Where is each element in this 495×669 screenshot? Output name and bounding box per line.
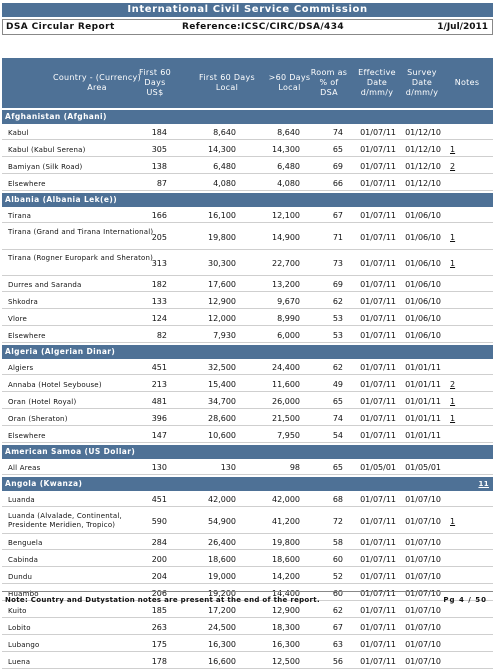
header-effective-date: Effective Date d/mm/y: [358, 68, 396, 97]
table-header: [2, 58, 493, 108]
duty-station: Bamiyan (Silk Road): [8, 163, 83, 171]
duty-station: Benguela: [8, 539, 43, 547]
table-row: [2, 395, 493, 409]
survey-date-cell: 01/07/10: [405, 640, 441, 649]
country-group-row: [2, 345, 493, 359]
room-pct-cell: 69: [332, 280, 343, 289]
over60-local-cell: 14,300: [272, 145, 300, 154]
room-pct-cell: 49: [332, 380, 343, 389]
duty-station: Tirana (Rogner Europark and Sheraton): [8, 254, 154, 262]
duty-station: Lubango: [8, 641, 40, 649]
effective-date-cell: 01/07/11: [360, 259, 396, 268]
first60-usd-cell: 313: [151, 259, 167, 268]
room-pct-cell: 65: [332, 463, 343, 472]
report-date: 1/Jul/2011: [437, 22, 488, 32]
duty-station: Dundu: [8, 573, 33, 581]
country-group-row: [2, 477, 493, 491]
first60-usd-cell: 284: [151, 538, 167, 547]
over60-local-cell: 41,200: [272, 517, 300, 526]
duty-station: Elsewhere: [8, 432, 46, 440]
duty-station: Durres and Saranda: [8, 281, 82, 289]
header-country: Country - (Currency) Area: [52, 73, 142, 92]
effective-date-cell: 01/07/11: [360, 623, 396, 632]
table-row: [2, 226, 493, 250]
effective-date-cell: 01/07/11: [360, 179, 396, 188]
first60-local-cell: 10,600: [208, 431, 236, 440]
first60-local-cell: 17,600: [208, 280, 236, 289]
first60-usd-cell: 166: [151, 211, 167, 220]
survey-date-cell: 01/06/10: [405, 331, 441, 340]
survey-date-cell: 01/06/10: [405, 314, 441, 323]
effective-date-cell: 01/07/11: [360, 589, 396, 598]
survey-date-cell: 01/06/10: [405, 211, 441, 220]
table-row: [2, 295, 493, 309]
first60-local-cell: 16,600: [208, 657, 236, 666]
over60-local-cell: 12,900: [272, 606, 300, 615]
over60-local-cell: 18,600: [272, 555, 300, 564]
first60-usd-cell: 200: [151, 555, 167, 564]
footer-note: Note: Country and Dutystation notes are present at the end of the report.: [5, 596, 320, 604]
country-group-row: [2, 445, 493, 459]
first60-local-cell: 12,000: [208, 314, 236, 323]
first60-local-cell: 14,300: [208, 145, 236, 154]
effective-date-cell: 01/07/11: [360, 314, 396, 323]
table-row: [2, 177, 493, 191]
room-pct-cell: 52: [332, 572, 343, 581]
first60-usd-cell: 206: [151, 589, 167, 598]
effective-date-cell: 01/07/11: [360, 640, 396, 649]
over60-local-cell: 12,500: [272, 657, 300, 666]
room-pct-cell: 65: [332, 145, 343, 154]
first60-local-cell: 19,800: [208, 233, 236, 242]
country-group-row: [2, 110, 493, 124]
survey-date-cell: 01/12/10: [405, 179, 441, 188]
table-row: [2, 312, 493, 326]
survey-date-cell: 01/01/11: [405, 380, 441, 389]
duty-station: Elsewhere: [8, 332, 46, 340]
effective-date-cell: 01/07/11: [360, 495, 396, 504]
table-row: [2, 429, 493, 443]
duty-station: Oran (Sheraton): [8, 415, 68, 423]
table-row: [2, 143, 493, 157]
first60-usd-cell: 147: [151, 431, 167, 440]
room-pct-cell: 56: [332, 657, 343, 666]
effective-date-cell: 01/07/11: [360, 280, 396, 289]
duty-station: Annaba (Hotel Seybouse): [8, 381, 102, 389]
table-row: [2, 638, 493, 652]
room-pct-cell: 60: [332, 555, 343, 564]
over60-local-cell: 8,990: [277, 314, 300, 323]
effective-date-cell: 01/07/11: [360, 555, 396, 564]
first60-usd-cell: 133: [151, 297, 167, 306]
room-pct-cell: 66: [332, 179, 343, 188]
room-pct-cell: 53: [332, 314, 343, 323]
duty-station: Kuito: [8, 607, 27, 615]
first60-local-cell: 6,480: [213, 162, 236, 171]
first60-usd-cell: 184: [151, 128, 167, 137]
room-pct-cell: 62: [332, 606, 343, 615]
first60-usd-cell: 481: [151, 397, 167, 406]
survey-date-cell: 01/01/11: [405, 363, 441, 372]
table-row: [2, 252, 493, 276]
report-info-bar: [2, 19, 493, 35]
table-row: [2, 361, 493, 375]
report-reference: Reference:ICSC/CIRC/DSA/434: [181, 22, 345, 32]
table-row: [2, 160, 493, 174]
first60-usd-cell: 182: [151, 280, 167, 289]
effective-date-cell: 01/07/11: [360, 431, 396, 440]
country-note-link[interactable]: 11: [478, 480, 489, 488]
room-pct-cell: 72: [332, 517, 343, 526]
effective-date-cell: 01/07/11: [360, 606, 396, 615]
table-row: [2, 209, 493, 223]
survey-date-cell: 01/07/10: [405, 623, 441, 632]
survey-date-cell: 01/05/01: [405, 463, 441, 472]
over60-local-cell: 9,670: [277, 297, 300, 306]
first60-local-cell: 42,000: [208, 495, 236, 504]
table-row: [2, 126, 493, 140]
over60-local-cell: 19,800: [272, 538, 300, 547]
header-over60-local: >60 Days Local: [268, 73, 311, 92]
over60-local-cell: 16,300: [272, 640, 300, 649]
table-row: [2, 461, 493, 475]
survey-date-cell: 01/07/10: [405, 572, 441, 581]
survey-date-cell: 01/07/10: [405, 657, 441, 666]
effective-date-cell: 01/07/11: [360, 380, 396, 389]
first60-local-cell: 19,000: [208, 572, 236, 581]
first60-local-cell: 32,500: [208, 363, 236, 372]
effective-date-cell: 01/07/11: [360, 538, 396, 547]
first60-local-cell: 17,200: [208, 606, 236, 615]
survey-date-cell: 01/01/11: [405, 397, 441, 406]
room-pct-cell: 67: [332, 211, 343, 220]
first60-local-cell: 16,300: [208, 640, 236, 649]
duty-station: Shkodra: [8, 298, 38, 306]
survey-date-cell: 01/07/10: [405, 589, 441, 598]
first60-local-cell: 130: [220, 463, 236, 472]
header-survey-date: Survey Date d/mm/y: [405, 68, 439, 97]
first60-usd-cell: 138: [151, 162, 167, 171]
effective-date-cell: 01/07/11: [360, 397, 396, 406]
header-first60-usd: First 60 Days US$: [139, 68, 171, 97]
table-row: [2, 412, 493, 426]
duty-station: Elsewhere: [8, 180, 46, 188]
country-name: American Samoa (US Dollar): [5, 447, 136, 456]
over60-local-cell: 12,100: [272, 211, 300, 220]
note-link[interactable]: 2: [450, 380, 456, 389]
duty-station: Algiers: [8, 364, 34, 372]
first60-usd-cell: 213: [151, 380, 167, 389]
survey-date-cell: 01/07/10: [405, 555, 441, 564]
first60-usd-cell: 130: [151, 463, 167, 472]
over60-local-cell: 6,480: [277, 162, 300, 171]
first60-local-cell: 12,900: [208, 297, 236, 306]
room-pct-cell: 73: [332, 259, 343, 268]
first60-usd-cell: 87: [156, 179, 167, 188]
duty-station: Huambo: [8, 590, 39, 598]
over60-local-cell: 14,200: [272, 572, 300, 581]
survey-date-cell: 01/06/10: [405, 233, 441, 242]
first60-usd-cell: 82: [156, 331, 167, 340]
survey-date-cell: 01/06/10: [405, 259, 441, 268]
survey-date-cell: 01/07/10: [405, 606, 441, 615]
over60-local-cell: 13,200: [272, 280, 300, 289]
effective-date-cell: 01/07/11: [360, 145, 396, 154]
over60-local-cell: 21,500: [272, 414, 300, 423]
over60-local-cell: 22,700: [272, 259, 300, 268]
first60-local-cell: 16,100: [208, 211, 236, 220]
over60-local-cell: 98: [289, 463, 300, 472]
duty-station: Oran (Hotel Royal): [8, 398, 77, 406]
survey-date-cell: 01/12/10: [405, 128, 441, 137]
effective-date-cell: 01/07/11: [360, 211, 396, 220]
survey-date-cell: 01/06/10: [405, 297, 441, 306]
table-row: [2, 570, 493, 584]
table-row: [2, 536, 493, 550]
over60-local-cell: 4,080: [277, 179, 300, 188]
first60-local-cell: 8,640: [213, 128, 236, 137]
room-pct-cell: 68: [332, 495, 343, 504]
first60-local-cell: 18,600: [208, 555, 236, 564]
header-room-pct: Room as % of DSA: [310, 68, 348, 97]
table-row: [2, 378, 493, 392]
first60-usd-cell: 185: [151, 606, 167, 615]
note-link[interactable]: 2: [450, 162, 456, 171]
header-notes: Notes: [454, 78, 480, 87]
first60-usd-cell: 451: [151, 495, 167, 504]
duty-station: Luanda: [8, 496, 35, 504]
room-pct-cell: 71: [332, 233, 343, 242]
first60-local-cell: 34,700: [208, 397, 236, 406]
duty-station: Kabul (Kabul Serena): [8, 146, 86, 154]
table-row: [2, 493, 493, 507]
over60-local-cell: 14,900: [272, 233, 300, 242]
note-link[interactable]: 1: [450, 259, 456, 268]
effective-date-cell: 01/07/11: [360, 414, 396, 423]
duty-station: Tirana: [8, 212, 32, 220]
first60-usd-cell: 451: [151, 363, 167, 372]
room-pct-cell: 58: [332, 538, 343, 547]
over60-local-cell: 7,950: [277, 431, 300, 440]
note-link[interactable]: 1: [450, 397, 456, 406]
room-pct-cell: 63: [332, 640, 343, 649]
duty-station: Luanda (Alvalade, Continental, Presidente Meridien, Tropico): [8, 512, 122, 529]
duty-station: All Areas: [8, 464, 41, 472]
survey-date-cell: 01/07/10: [405, 495, 441, 504]
over60-local-cell: 24,400: [272, 363, 300, 372]
survey-date-cell: 01/01/11: [405, 431, 441, 440]
over60-local-cell: 6,000: [277, 331, 300, 340]
page-footer: [2, 591, 493, 607]
survey-date-cell: 01/07/10: [405, 538, 441, 547]
country-group-row: [2, 193, 493, 207]
first60-usd-cell: 175: [151, 640, 167, 649]
room-pct-cell: 54: [332, 431, 343, 440]
note-link[interactable]: 1: [450, 145, 456, 154]
first60-local-cell: 28,600: [208, 414, 236, 423]
first60-usd-cell: 178: [151, 657, 167, 666]
duty-station: Vlore: [8, 315, 28, 323]
country-name: Afghanistan (Afghani): [5, 112, 107, 121]
room-pct-cell: 53: [332, 331, 343, 340]
country-name: Algeria (Algerian Dinar): [5, 347, 116, 356]
first60-local-cell: 30,300: [208, 259, 236, 268]
survey-date-cell: 01/12/10: [405, 145, 441, 154]
room-pct-cell: 62: [332, 363, 343, 372]
first60-usd-cell: 204: [151, 572, 167, 581]
room-pct-cell: 62: [332, 297, 343, 306]
report-title: International Civil Service Commission: [2, 3, 493, 17]
room-pct-cell: 74: [332, 128, 343, 137]
duty-station: Tirana (Grand and Tirana International): [8, 228, 154, 236]
report-name: DSA Circular Report: [6, 22, 115, 32]
duty-station: Cabinda: [8, 556, 39, 564]
header-first60-local: First 60 Days Local: [199, 73, 255, 92]
first60-usd-cell: 305: [151, 145, 167, 154]
duty-station: Kabul: [8, 129, 29, 137]
effective-date-cell: 01/07/11: [360, 233, 396, 242]
room-pct-cell: 67: [332, 623, 343, 632]
page-number: Pg 4 / 50: [443, 596, 487, 604]
survey-date-cell: 01/12/10: [405, 162, 441, 171]
first60-usd-cell: 263: [151, 623, 167, 632]
duty-station: Luena: [8, 658, 31, 666]
survey-date-cell: 01/06/10: [405, 280, 441, 289]
note-link[interactable]: 1: [450, 414, 456, 423]
over60-local-cell: 8,640: [277, 128, 300, 137]
table-row: [2, 278, 493, 292]
over60-local-cell: 14,400: [272, 589, 300, 598]
first60-usd-cell: 396: [151, 414, 167, 423]
effective-date-cell: 01/07/11: [360, 517, 396, 526]
room-pct-cell: 65: [332, 397, 343, 406]
duty-station: Lobito: [8, 624, 31, 632]
note-link[interactable]: 1: [450, 233, 456, 242]
room-pct-cell: 69: [332, 162, 343, 171]
first60-local-cell: 7,930: [213, 331, 236, 340]
first60-local-cell: 26,400: [208, 538, 236, 547]
effective-date-cell: 01/07/11: [360, 331, 396, 340]
over60-local-cell: 26,000: [272, 397, 300, 406]
over60-local-cell: 11,600: [272, 380, 300, 389]
table-row: [2, 621, 493, 635]
country-name: Angola (Kwanza): [5, 479, 83, 488]
effective-date-cell: 01/07/11: [360, 128, 396, 137]
effective-date-cell: 01/07/11: [360, 363, 396, 372]
first60-local-cell: 15,400: [208, 380, 236, 389]
note-link[interactable]: 1: [450, 517, 456, 526]
first60-local-cell: 4,080: [213, 179, 236, 188]
effective-date-cell: 01/07/11: [360, 657, 396, 666]
over60-local-cell: 42,000: [272, 495, 300, 504]
table-row: [2, 553, 493, 567]
room-pct-cell: 74: [332, 414, 343, 423]
effective-date-cell: 01/07/11: [360, 162, 396, 171]
first60-usd-cell: 124: [151, 314, 167, 323]
effective-date-cell: 01/07/11: [360, 297, 396, 306]
first60-usd-cell: 205: [151, 233, 167, 242]
survey-date-cell: 01/01/11: [405, 414, 441, 423]
table-row: [2, 510, 493, 534]
effective-date-cell: 01/05/01: [360, 463, 396, 472]
first60-local-cell: 19,200: [208, 589, 236, 598]
first60-usd-cell: 590: [151, 517, 167, 526]
survey-date-cell: 01/07/10: [405, 517, 441, 526]
first60-local-cell: 24,500: [208, 623, 236, 632]
effective-date-cell: 01/07/11: [360, 572, 396, 581]
first60-local-cell: 54,900: [208, 517, 236, 526]
table-row: [2, 329, 493, 343]
table-row: [2, 655, 493, 669]
room-pct-cell: 60: [332, 589, 343, 598]
over60-local-cell: 18,300: [272, 623, 300, 632]
country-name: Albania (Albania Lek(e)): [5, 195, 118, 204]
